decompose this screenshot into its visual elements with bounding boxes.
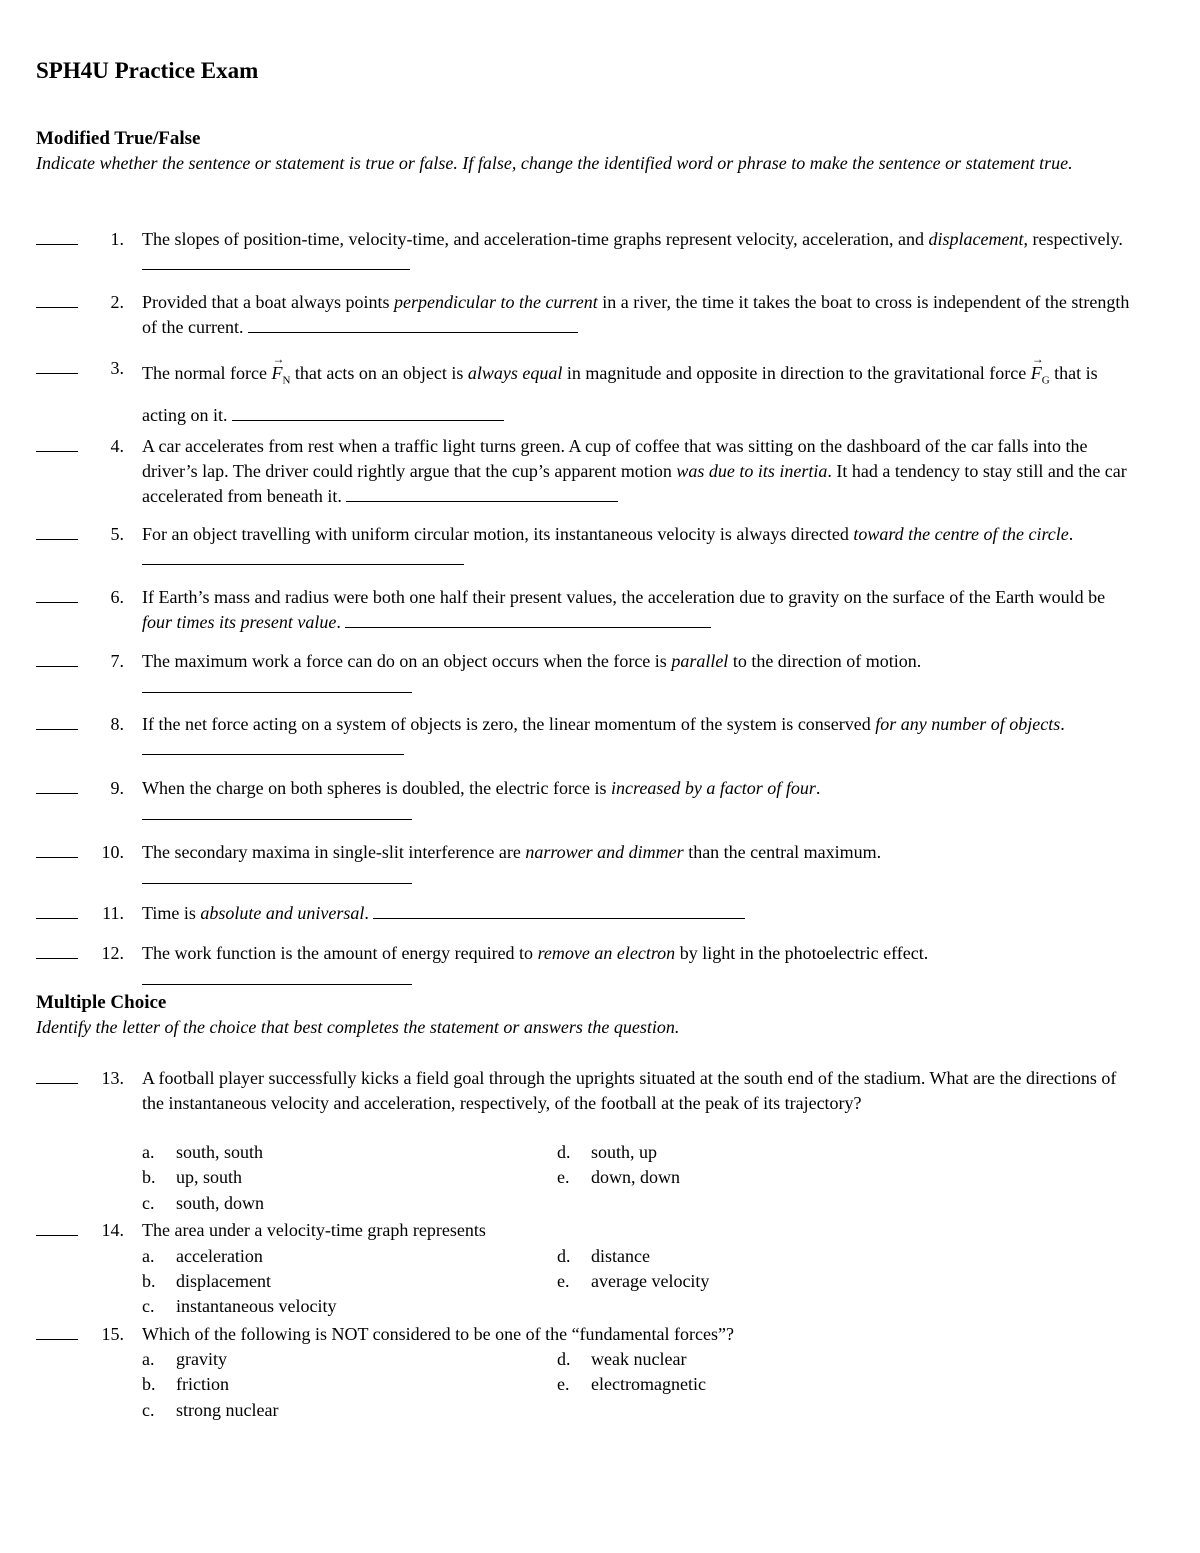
question-number: 14. <box>101 1220 124 1240</box>
question-text: A football player successfully kicks a field goal through the uprights situated at the south end of the stadium. What are the directions of the instantaneous velocity and acceleration, respectively, of the football at the peak of its trajectory? <box>142 1068 1117 1113</box>
answer-blank-7[interactable] <box>36 666 78 667</box>
question-text: The work function is the amount of energy required to remove an electron by light in the photoelectric effect. <box>142 941 1132 985</box>
correction-line-12[interactable] <box>142 966 412 985</box>
answer-blank-8[interactable] <box>36 729 78 730</box>
correction-line-7[interactable] <box>142 674 412 693</box>
choice-b[interactable]: b. displacement <box>142 1271 271 1291</box>
question-text: The maximum work a force can do on an object occurs when the force is parallel to the direction of motion. <box>142 649 1132 693</box>
correction-line-8[interactable] <box>142 737 404 755</box>
choice-e[interactable]: e. electromagnetic <box>557 1374 706 1394</box>
question-number: 6. <box>110 587 124 607</box>
choice-b[interactable]: b. friction <box>142 1374 229 1394</box>
tf-instructions: Indicate whether the sentence or statement is true or false. If false, change the identified word or phrase to make the sentence or statement true. <box>36 153 1073 173</box>
choice-d[interactable]: d. south, up <box>557 1142 658 1162</box>
choice-c[interactable]: c. south, down <box>142 1193 265 1213</box>
answer-blank-14[interactable] <box>36 1235 78 1236</box>
question-number: 11. <box>102 903 124 923</box>
choice-a[interactable]: a. gravity <box>142 1349 227 1369</box>
question-number: 9. <box>110 778 124 798</box>
correction-line-5[interactable] <box>142 547 464 565</box>
question-number: 5. <box>110 524 124 544</box>
correction-line-9[interactable] <box>142 801 412 820</box>
question-number: 4. <box>110 436 124 456</box>
normal-force-symbol: → $F_N$ <box>271 356 290 398</box>
answer-blank-3[interactable] <box>36 373 78 374</box>
question-text: If the net force acting on a system of objects is zero, the linear momentum of the system is conserved for any number of objects. <box>142 712 1132 762</box>
mc-heading: Multiple Choice <box>36 992 167 1013</box>
choice-c[interactable]: c. instantaneous velocity <box>142 1296 337 1316</box>
question-text: If Earth’s mass and radius were both one half their present values, the acceleration due to gravity on the surface of the Earth would be four times its present value. <box>142 587 1106 632</box>
correction-line-6[interactable] <box>345 610 711 628</box>
question-text: Time is absolute and universal. <box>142 901 1132 926</box>
question-number: 1. <box>110 229 124 249</box>
answer-blank-11[interactable] <box>36 918 78 919</box>
correction-line-2[interactable] <box>248 315 578 333</box>
answer-blank-4[interactable] <box>36 451 78 452</box>
question-number: 7. <box>110 651 124 671</box>
answer-blank-2[interactable] <box>36 307 78 308</box>
question-text: Provided that a boat always points perpendicular to the current in a river, the time it takes the boat to cross is independent of the strength of the current. <box>142 292 1130 337</box>
choice-c[interactable]: c. strong nuclear <box>142 1400 279 1420</box>
question-number: 3. <box>110 358 124 378</box>
answer-blank-15[interactable] <box>36 1339 78 1340</box>
question-text: For an object travelling with uniform circular motion, its instantaneous velocity is always directed toward the centre of the circle. <box>142 522 1132 572</box>
answer-blank-10[interactable] <box>36 857 78 858</box>
question-text: The secondary maxima in single-slit interference are narrower and dimmer than the central maximum. <box>142 840 1132 884</box>
question-number: 8. <box>110 714 124 734</box>
question-number: 15. <box>101 1324 124 1344</box>
question-text: When the charge on both spheres is doubled, the electric force is increased by a factor of four. <box>142 776 1132 820</box>
choice-e[interactable]: e. average velocity <box>557 1271 710 1291</box>
question-number: 10. <box>101 842 124 862</box>
answer-blank-9[interactable] <box>36 793 78 794</box>
choice-a[interactable]: a. acceleration <box>142 1246 263 1266</box>
correction-line-10[interactable] <box>142 865 412 884</box>
question-text: Which of the following is NOT considered to be one of the “fundamental forces”? <box>142 1324 734 1344</box>
choice-d[interactable]: d. weak nuclear <box>557 1349 687 1369</box>
correction-line-4[interactable] <box>346 484 618 502</box>
question-text: The normal force → $F_N$ that acts on an object is always equal in magnitude and opposite in direction to the gravitational force → $F_G$ that is acting on it. <box>142 356 1132 432</box>
gravitational-force-symbol: → $F_G$ <box>1031 356 1050 398</box>
question-text: The area under a velocity-time graph represents <box>142 1220 486 1240</box>
question-text: The slopes of position-time, velocity-time, and acceleration-time graphs represent velocity, acceleration, and displacement, respectively. <box>142 227 1132 277</box>
choice-b[interactable]: b. up, south <box>142 1167 243 1187</box>
question-number: 12. <box>101 943 124 963</box>
question-number: 13. <box>101 1068 124 1088</box>
choice-a[interactable]: a. south, south <box>142 1142 264 1162</box>
tf-section-header <box>36 127 1146 176</box>
answer-blank-5[interactable] <box>36 539 78 540</box>
answer-blank-6[interactable] <box>36 602 78 603</box>
correction-line-1[interactable] <box>142 252 410 270</box>
answer-blank-1[interactable] <box>36 244 78 245</box>
page-title: SPH4U Practice Exam <box>36 58 259 83</box>
tf-heading: Modified True/False <box>36 128 201 149</box>
answer-blank-13[interactable] <box>36 1083 78 1084</box>
correction-line-11[interactable] <box>373 901 745 919</box>
question-text: A car accelerates from rest when a traffic light turns green. A cup of coffee that was sitting on the dashboard of the car falls into the driver’s lap. The driver could rightly argue that the cup’s apparent motion was due to its inertia. It had a tendency to stay still and the car accelerated from beneath it. <box>142 436 1127 506</box>
choice-e[interactable]: e. down, down <box>557 1167 680 1187</box>
answer-blank-12[interactable] <box>36 958 78 959</box>
question-number: 2. <box>110 292 124 312</box>
choice-d[interactable]: d. distance <box>557 1246 650 1266</box>
correction-line-3[interactable] <box>232 403 504 421</box>
mc-section-header <box>36 991 1146 1040</box>
mc-instructions: Identify the letter of the choice that best completes the statement or answers the question. <box>36 1017 680 1037</box>
